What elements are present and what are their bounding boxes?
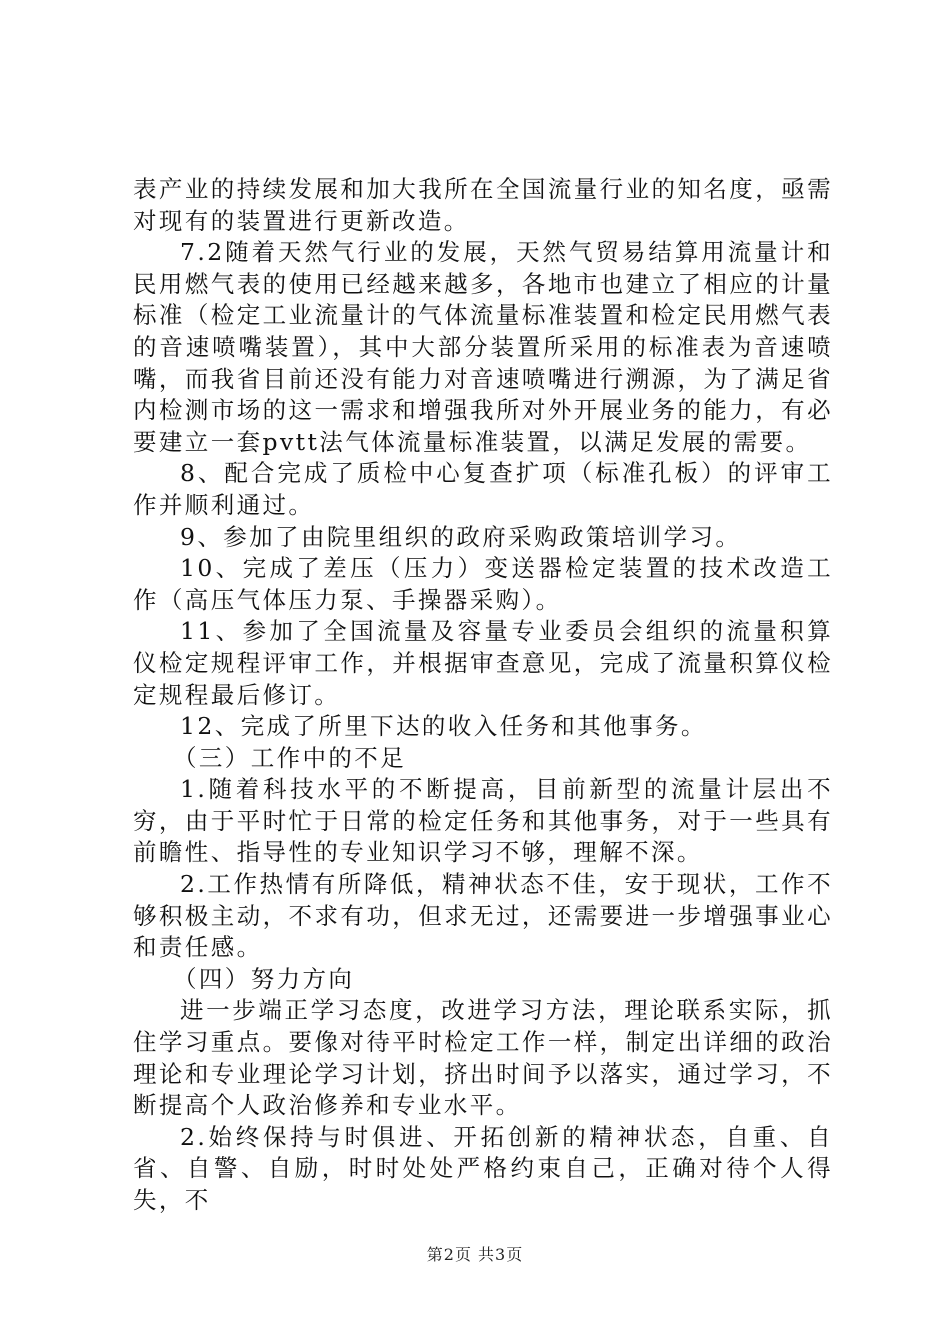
- paragraph-item-12: 12、完成了所里下达的收入任务和其他事务。: [180, 712, 707, 741]
- page-number-footer: 第2页 共3页: [426, 1245, 524, 1264]
- paragraph-direction-2: 2.始终保持与时俱进、开拓创新的精神状态，自重、自省、自警、自励，时时处处严格约束自己，正确对待个人得失，不: [133, 1122, 833, 1214]
- paragraph-shortcoming-1: 1.随着科技水平的不断提高，目前新型的流量计层出不穷，由于平时忙于日常的检定任务和其他事务，对于一些具有前瞻性、指导性的专业知识学习不够，理解不深。: [133, 775, 833, 867]
- section-heading-direction: （四）努力方向: [173, 964, 355, 993]
- paragraph-continuation: 表产业的持续发展和加大我所在全国流量行业的知名度，亟需对现有的装置进行更新改造。: [133, 175, 833, 235]
- paragraph-item-9: 9、参加了由院里组织的政府采购政策培训学习。: [180, 522, 742, 551]
- paragraph-direction-1: 进一步端正学习态度，改进学习方法，理论联系实际，抓住学习重点。要像对待平时检定工作一样，制定出详细的政治理论和专业理论学习计划，挤出时间予以落实，通过学习，不断提高个人政治修养和专业水平。: [133, 996, 833, 1120]
- paragraph-item-10: 10、完成了差压（压力）变送器检定装置的技术改造工作（高压气体压力泵、手操器采购）。: [133, 554, 833, 614]
- paragraph-item-11: 11、参加了全国流量及容量专业委员会组织的流量积算仪检定规程评审工作，并根据审查意见，完成了流量积算仪检定规程最后修订。: [133, 617, 833, 709]
- section-heading-shortcomings: （三）工作中的不足: [173, 743, 407, 772]
- paragraph-shortcoming-2: 2.工作热情有所降低，精神状态不佳，安于现状，工作不够积极主动，不求有功，但求无过，还需要进一步增强事业心和责任感。: [133, 870, 833, 962]
- document-body: [133, 174, 833, 1217]
- paragraph-item-8: 8、配合完成了质检中心复查扩项（标准孔板）的评审工作并顺利通过。: [133, 459, 833, 519]
- paragraph-7-2: 7.2随着天然气行业的发展，天然气贸易结算用流量计和民用燃气表的使用已经越来越多，各地市也建立了相应的计量标准（检定工业流量计的气体流量标准装置和检定民用燃气表的音速喷嘴装置），其中大部分装置所采用的标准表为音速喷嘴，而我省目前还没有能力对音速喷嘴进行溯源，为了满足省内检测市场的这一需求和增强我所对外开展业务的能力，有必要建立一套pvtt法气体流量标准装置，以满足发展的需要。: [133, 238, 833, 456]
